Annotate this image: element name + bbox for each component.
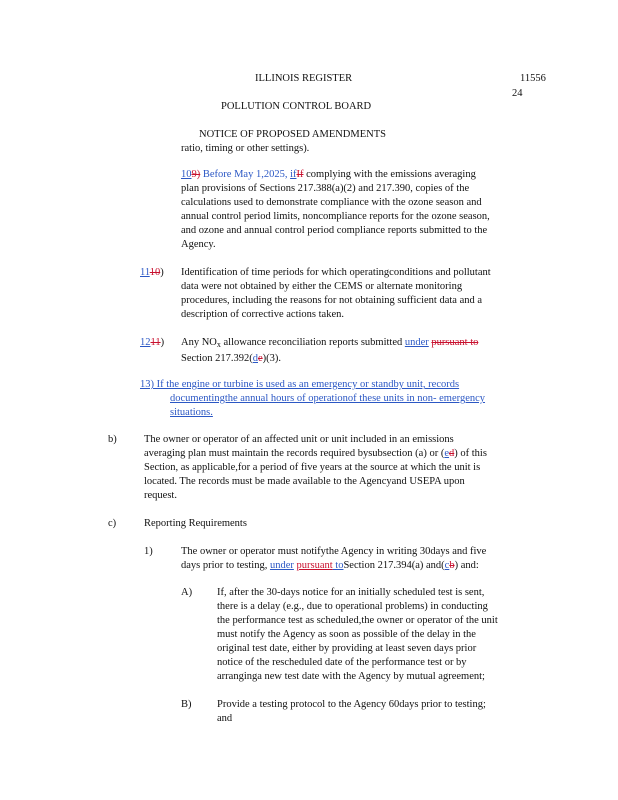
item-12-number: 1211) <box>140 337 165 348</box>
item-c1 <box>181 545 531 573</box>
item-10-line-4: annual control period limits, noncompliance reports for the ozone season, <box>181 211 490 222</box>
item-10-line-2: plan provisions of Sections 217.388(a)(2) and 217.390, copies of the <box>181 183 470 194</box>
item-cB-line-2: and <box>217 713 233 724</box>
item-c1-to: to <box>332 560 344 571</box>
item-12-line-2b: )(3). <box>262 353 282 364</box>
item-12-subscript: x <box>216 340 221 349</box>
item-cB <box>217 698 541 726</box>
item-c1-label: 1) <box>144 546 153 557</box>
page-number: 11556 <box>520 73 546 84</box>
subsection-b-line-5: request. <box>144 490 177 501</box>
item-11-number: 1110) <box>140 267 164 278</box>
item-cA-line-1: If, after the 30-days notice for an initially scheduled test is sent, <box>217 587 485 598</box>
item-12-text-b: allowance reconciliation reports submitted <box>220 337 405 348</box>
item-c1-under-new: under <box>269 560 294 571</box>
item-13-line-3: situations. <box>170 407 213 418</box>
item-12-e-old: e <box>258 353 263 364</box>
item-c1-line-2a: days prior to testing, <box>181 560 270 571</box>
subsection-b-d-old: d <box>449 448 455 459</box>
item-11-line-3: procedures, including the reasons for not obtaining sufficient data and a <box>181 295 483 306</box>
item-10-number-new: 10 <box>181 169 192 180</box>
carry-over-line: ratio, timing or other settings). <box>181 143 310 154</box>
item-c1-section: Section 217.394(a) and( <box>343 560 445 571</box>
item-10-line-6: Agency. <box>181 239 216 250</box>
item-cA-line-7: arranginga new test date with the Agency by mutual agreement; <box>217 671 485 682</box>
item-c1-b-old: b <box>449 560 455 571</box>
subsection-b-line-3: Section, as applicable,for a period of five years at the source at which the unit is <box>144 462 481 473</box>
item-13-line-1: 13) If the engine or turbine is used as an emergency or standby unit, records <box>140 379 460 390</box>
item-11-line-2: data were not obtained by either the CEMS or alternate monitoring <box>181 281 463 292</box>
item-c1-line-1: The owner or operator must notifythe Agency in writing 30days and five <box>181 546 487 557</box>
item-10-if-new: if <box>290 169 297 180</box>
item-10-if-old: If <box>296 169 304 180</box>
item-10-line-5: and ozone and annual control period compliance reports submitted to the <box>181 225 488 236</box>
item-10-line-3: calculations used to demonstrate compliance with the ozone season and <box>181 197 482 208</box>
item-12-under-new: under <box>404 337 429 348</box>
item-10 <box>181 168 531 252</box>
item-cB-line-1: Provide a testing protocol to the Agency 60days prior to testing; <box>217 699 486 710</box>
subsection-b-e-new: e <box>444 448 449 459</box>
subsection-c-heading: Reporting Requirements <box>144 518 247 529</box>
item-10-line-1: complying with the emissions averaging <box>303 169 476 180</box>
subsection-b-line-2a: averaging plan must maintain the records required bysubsection (a) or ( <box>144 448 445 459</box>
item-cA-line-6: notice of the rescheduled date of the performance test or by <box>217 657 467 668</box>
item-11 <box>181 266 531 322</box>
item-12-text-a: Any NO <box>181 337 217 348</box>
subsection-b <box>144 433 532 503</box>
item-cA <box>217 586 541 684</box>
item-cA-line-2: there is a delay (e.g., due to operational problems) in conducting <box>217 601 488 612</box>
subsection-c-label: c) <box>108 518 117 529</box>
item-11-line-1: Identification of time periods for which operatingconditions and pollutant <box>181 267 491 278</box>
board-title: POLLUTION CONTROL BOARD <box>221 101 372 112</box>
item-cA-line-3: the performance test as scheduled,the owner or operator of the unit <box>217 615 498 626</box>
item-11-line-4: description of corrective actions taken. <box>181 309 344 320</box>
item-13-line-2: documentingthe annual hours of operationof these units in non- emergency <box>170 393 486 404</box>
item-cA-line-5: original test date, either by providing at least seven days prior <box>217 643 477 654</box>
item-10-inserted-date: Before May 1,2025, <box>200 169 291 180</box>
item-c1-pursuant: pursuant <box>296 560 333 571</box>
subsection-b-line-2b: ) of this <box>454 448 487 459</box>
subsection-b-label: b) <box>108 434 117 445</box>
item-12-pursuant-old: pursuant to <box>431 337 479 348</box>
item-cA-label: A) <box>181 587 193 598</box>
item-cA-line-4: must notify the Agency as soon as possible of the delay in the <box>217 629 476 640</box>
item-10-number-old: 9) <box>191 169 201 180</box>
item-12-d-new: d <box>252 353 258 364</box>
item-12 <box>181 336 531 366</box>
item-12-line-2a: Section 217.392( <box>181 353 253 364</box>
subsection-b-line-1: The owner or operator of an affected unit or unit included in an emissions <box>144 434 454 445</box>
notice-title: NOTICE OF PROPOSED AMENDMENTS <box>199 129 386 140</box>
item-c1-c-new: c <box>444 560 450 571</box>
page-sub-number: 24 <box>512 88 523 99</box>
subsection-b-line-4: located. The records must be made available to the Agencyand USEPA upon <box>144 476 465 487</box>
item-cB-label: B) <box>181 699 192 710</box>
item-c1-line-2-end: ) and: <box>454 560 479 571</box>
register-title: ILLINOIS REGISTER <box>255 73 353 84</box>
